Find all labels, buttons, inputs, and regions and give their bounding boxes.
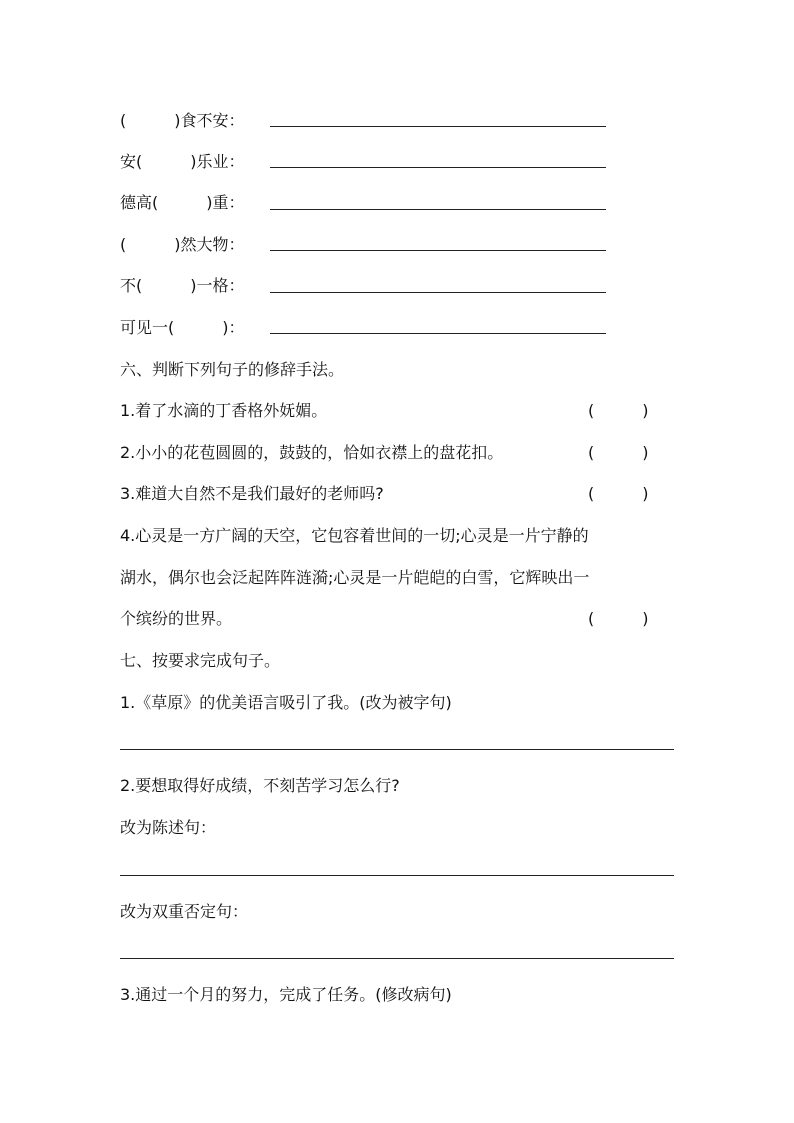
- answer-line-idiom-6[interactable]: [270, 333, 606, 334]
- section-7-question-3: 3.通过一个月的努力，完成了任务。(修改病句): [120, 985, 452, 1004]
- section-6-item-1: 1.着了水滴的丁香格外妩媚。: [120, 401, 328, 420]
- answer-line-idiom-2[interactable]: [270, 167, 606, 168]
- section-6-item-4-line-1: 4.心灵是一方广阔的天空，它包容着世间的一切;心灵是一片宁静的: [120, 526, 589, 545]
- idiom-row-2: 安( )乐业：: [120, 152, 245, 171]
- idiom-row-5: 不( )一格：: [120, 276, 245, 295]
- answer-paren-1[interactable]: ( ): [588, 401, 649, 420]
- section-7-title: 七、按要求完成句子。: [120, 651, 281, 670]
- answer-line-idiom-5[interactable]: [270, 292, 606, 293]
- idiom-row-6: 可见一( )：: [120, 318, 245, 337]
- section-6-item-4-line-3: 个缤纷的世界。: [120, 609, 233, 628]
- section-7-question-1: 1.《草原》的优美语言吸引了我。(改为被字句): [120, 693, 452, 712]
- answer-line-q1[interactable]: [120, 749, 674, 750]
- answer-paren-2[interactable]: ( ): [588, 443, 649, 462]
- section-6-item-4-line-2: 湖水，偶尔也会泛起阵阵涟漪;心灵是一片皑皑的白雪，它辉映出一: [120, 568, 590, 587]
- answer-paren-3[interactable]: ( ): [588, 484, 649, 503]
- idiom-row-1: ( )食不安：: [120, 111, 245, 130]
- section-6-item-2: 2.小小的花苞圆圆的，鼓鼓的，恰如衣襟上的盘花扣。: [120, 443, 504, 462]
- section-7-question-2: 2.要想取得好成绩，不刻苦学习怎么行?: [120, 776, 400, 795]
- answer-line-idiom-3[interactable]: [270, 209, 606, 210]
- idiom-row-3: 德高( )重：: [120, 193, 245, 212]
- answer-line-q2a[interactable]: [120, 875, 674, 876]
- section-6-title: 六、判断下列句子的修辞手法。: [120, 360, 345, 379]
- answer-line-idiom-4[interactable]: [270, 250, 606, 251]
- section-6-item-3: 3.难道大自然不是我们最好的老师吗?: [120, 484, 384, 503]
- answer-line-q2b[interactable]: [120, 958, 674, 959]
- section-7-question-2-part-a: 改为陈述句：: [120, 818, 217, 837]
- answer-line-idiom-1[interactable]: [270, 126, 606, 127]
- answer-paren-4[interactable]: ( ): [588, 609, 649, 628]
- section-7-question-2-part-b: 改为双重否定句：: [120, 902, 249, 921]
- idiom-row-4: ( )然大物：: [120, 235, 245, 254]
